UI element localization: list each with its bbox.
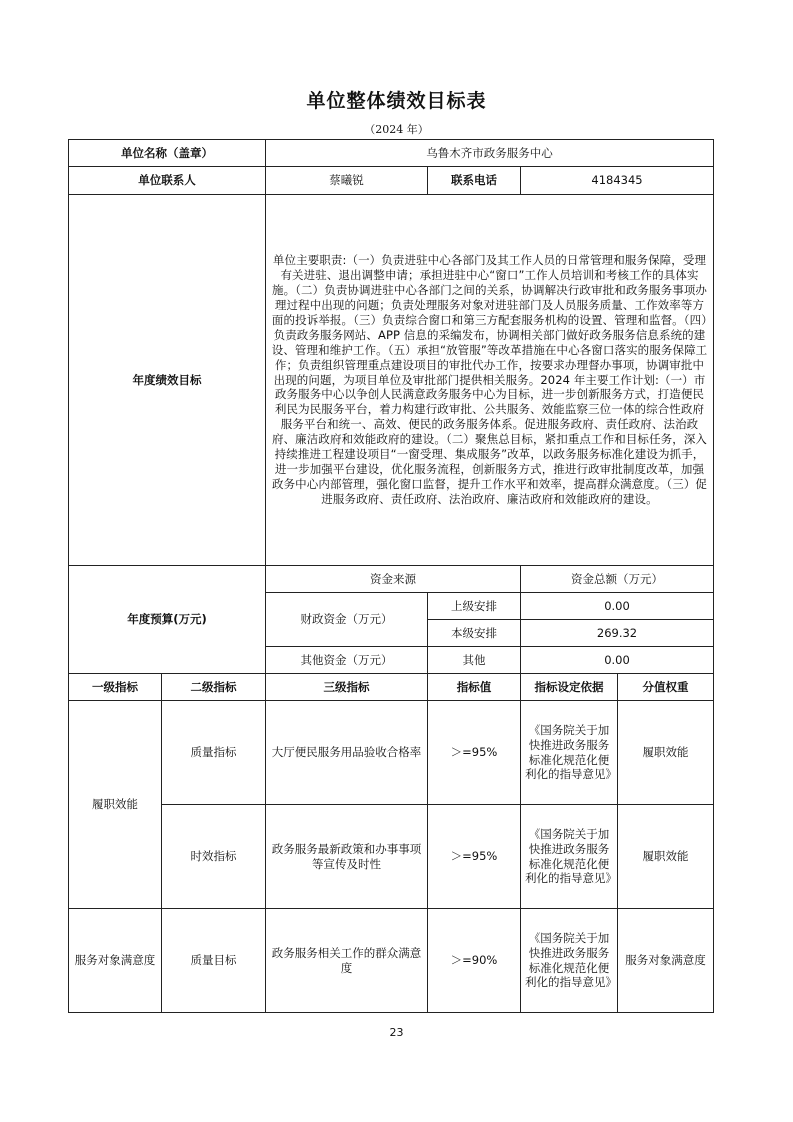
budget-other-sub: 其他 [428,647,521,674]
page-title: 单位整体绩效目标表 [306,90,487,112]
unit-name-row [69,140,714,167]
indicator-weight: 履职效能 [618,805,714,909]
indicator-header-row [69,674,714,701]
indicator-value: ＞=95% [428,805,521,909]
indicator-level1: 服务对象满意度 [69,909,162,1013]
unit-name-label: 单位名称（盖章） [69,140,266,167]
header-level1: 一级指标 [69,674,162,701]
budget-upper-value: 0.00 [521,593,714,620]
table-row [69,805,714,909]
goals-text: 单位主要职责:（一）负责进驻中心各部门及其工作人员的日常管理和服务保障，受理有关进驻、退出调整申请；承担进驻中心“窗口”工作人员培训和考核工作的具体实施。（二）负责协调进驻中心各部门之间的关系，协调解决行政审批和政务服务事项办理过程中出现的问题；负责处理服务对象对进驻部门及人员服务质量、工作效率等方面的投诉举报。（三）负责综合窗口和第三方配套服务机构的设置、管理和监督。（四）负责政务服务网站、APP 信息的采编发布，协调相关部门做好政务服务信息系统的建设、管理和维护工作。（五）承担“放管服”等改革措施在中心各窗口落实的服务保障工作；负责组织管理重点建设项目的审批代办工作，按要求办理督办事项，协调审批中出现的问题，为项目单位及审批部门提供相关服务。2024 年主要工作计划:（一）市政务服务中心以争创人民满意政务服务中心为目标，进一步创新服务方式，打造便民利民为民服务平台，着力构建行政审批、公共服务、效能监察三位一体的综合性政府服务平台和统一、高效、便民的政务服务体系。促进服务政府、责任政府、法治政府、廉洁政府和效能政府的建设。（二）聚焦总目标，紧扣重点工作和目标任务，深入持续推进工程建设项目“一窗受理、集成服务”改革，以政务服务标准化建设为抓手，进一步加强平台建设，优化服务流程，创新服务方式，推进行政审批制度改革，加强政务中心内部管理，强化窗口监督，提升工作水平和效率，提高群众满意度。（三）促进服务政府、责任政府、法治政府、廉洁政府和效能政府的建设。 [266,195,714,566]
indicator-level2: 质量目标 [162,909,266,1013]
performance-table [68,139,714,1013]
header-value: 指标值 [428,674,521,701]
header-weight: 分值权重 [618,674,714,701]
budget-other-value: 0.00 [521,647,714,674]
goals-row [69,195,714,566]
indicator-level3: 政务服务相关工作的群众满意度 [266,909,428,1013]
indicator-level3: 政务服务最新政策和办事事项等宣传及时性 [266,805,428,909]
indicator-weight: 服务对象满意度 [618,909,714,1013]
contact-row [69,167,714,195]
indicator-value: ＞=95% [428,701,521,805]
phone-label: 联系电话 [428,167,521,195]
budget-local-label: 本级安排 [428,620,521,647]
indicator-level1: 履职效能 [69,701,162,909]
budget-fiscal-label: 财政资金（万元） [266,593,428,647]
indicator-basis: 《国务院关于加快推进政务服务标准化规范化便利化的指导意见》 [521,805,618,909]
header-level2: 二级指标 [162,674,266,701]
header-level3: 三级指标 [266,674,428,701]
budget-source-header: 资金来源 [266,566,521,593]
budget-total-header: 资金总额（万元） [521,566,714,593]
indicator-basis: 《国务院关于加快推进政务服务标准化规范化便利化的指导意见》 [521,909,618,1013]
contact-value: 蔡曦锐 [266,167,428,195]
budget-other-label: 其他资金（万元） [266,647,428,674]
page-number: 23 [389,1026,404,1039]
indicator-level3: 大厅便民服务用品验收合格率 [266,701,428,805]
indicator-basis: 《国务院关于加快推进政务服务标准化规范化便利化的指导意见》 [521,701,618,805]
table-row [69,701,714,805]
year-label: （2024 年） [364,123,429,136]
budget-label: 年度预算(万元) [69,566,266,674]
indicator-weight: 履职效能 [618,701,714,805]
goals-label: 年度绩效目标 [69,195,266,566]
header-basis: 指标设定依据 [521,674,618,701]
contact-label: 单位联系人 [69,167,266,195]
indicator-level2: 质量指标 [162,701,266,805]
unit-name-value: 乌鲁木齐市政务服务中心 [266,140,714,167]
table-row [69,909,714,1013]
budget-header-row [69,566,714,593]
indicator-value: ＞=90% [428,909,521,1013]
budget-local-value: 269.32 [521,620,714,647]
indicator-level2: 时效指标 [162,805,266,909]
budget-upper-label: 上级安排 [428,593,521,620]
phone-value: 4184345 [521,167,714,195]
